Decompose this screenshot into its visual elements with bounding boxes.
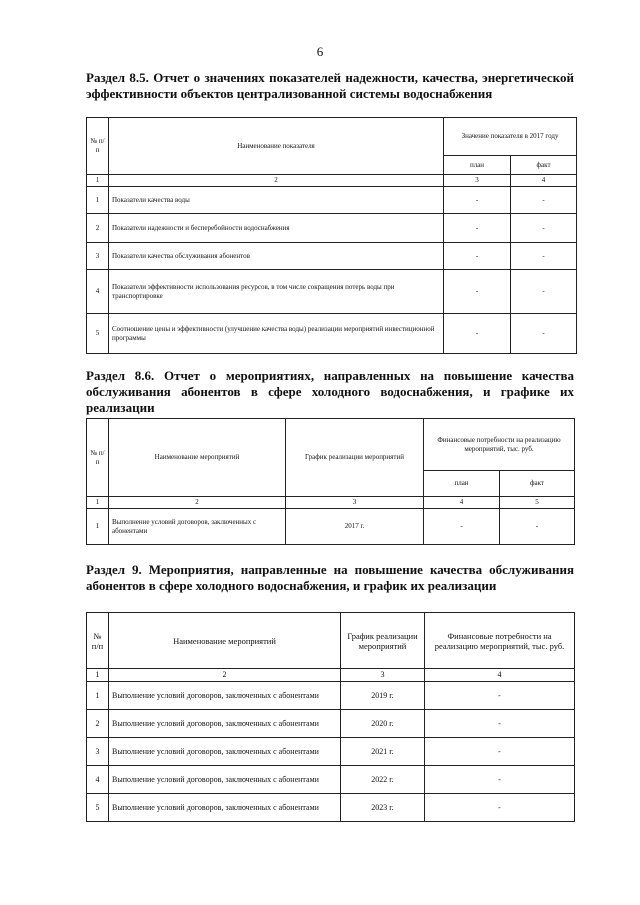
table-row	[87, 214, 577, 243]
index-row	[87, 175, 577, 187]
row-number: 3	[87, 243, 109, 270]
header-measure-name: Наименование мероприятий	[109, 419, 286, 497]
financial-value: -	[425, 766, 575, 794]
schedule-value: 2021 г.	[341, 738, 425, 766]
fact-value: -	[511, 243, 577, 270]
table-row	[87, 509, 575, 545]
header-value-group: Значение показателя в 2017 году	[444, 118, 577, 156]
index-cell: 3	[286, 497, 424, 509]
plan-value: -	[444, 243, 511, 270]
row-number: 5	[87, 794, 109, 822]
measure-name: Выполнение условий договоров, заключенных с абонентами	[109, 682, 341, 710]
section-8-5-title: Раздел 8.5. Отчет о значениях показателей надежности, качества, энергетической эффективности объектов централизованной системы водоснабжения	[86, 70, 574, 101]
plan-value: -	[444, 270, 511, 314]
plan-value: -	[444, 187, 511, 214]
header-num: № п/п	[87, 419, 109, 497]
table-row	[87, 682, 575, 710]
row-number: 5	[87, 314, 109, 354]
row-number: 2	[87, 214, 109, 243]
header-num: № п/п	[87, 118, 109, 175]
header-indicator-name: Наименование показателя	[109, 118, 444, 175]
schedule-value: 2023 г.	[341, 794, 425, 822]
header-fact: факт	[500, 471, 575, 497]
table-row	[87, 270, 577, 314]
schedule-value: 2022 г.	[341, 766, 425, 794]
row-number: 1	[87, 509, 109, 545]
table-row	[87, 710, 575, 738]
schedule-value: 2019 г.	[341, 682, 425, 710]
table-row	[87, 794, 575, 822]
table-row	[87, 243, 577, 270]
header-financial-group: Финансовые потребности на реализацию мероприятий, тыс. руб.	[424, 419, 575, 471]
index-cell: 2	[109, 175, 444, 187]
index-cell: 3	[444, 175, 511, 187]
section-8-6-table	[86, 418, 575, 545]
row-number: 1	[87, 187, 109, 214]
index-cell: 3	[341, 669, 425, 682]
index-cell: 2	[109, 497, 286, 509]
indicator-name: Показатели эффективности использования ресурсов, в том числе сокращения потерь воды при транспортировке	[109, 270, 444, 314]
plan-value: -	[444, 314, 511, 354]
index-row	[87, 669, 575, 682]
row-number: 2	[87, 710, 109, 738]
table-row	[87, 766, 575, 794]
fact-value: -	[511, 270, 577, 314]
measure-name: Выполнение условий договоров, заключенных с абонентами	[109, 738, 341, 766]
schedule-value: 2020 г.	[341, 710, 425, 738]
measure-name: Выполнение условий договоров, заключенных с абонентами	[109, 794, 341, 822]
indicator-name: Показатели качества обслуживания абонентов	[109, 243, 444, 270]
header-schedule: График реализации мероприятий	[286, 419, 424, 497]
header-plan: план	[444, 156, 511, 175]
schedule-value: 2017 г.	[286, 509, 424, 545]
row-number: 4	[87, 766, 109, 794]
header-schedule: График реализации мероприятий	[341, 613, 425, 669]
table-row	[87, 314, 577, 354]
fact-value: -	[511, 187, 577, 214]
index-cell: 1	[87, 669, 109, 682]
plan-value: -	[444, 214, 511, 243]
financial-value: -	[425, 710, 575, 738]
row-number: 4	[87, 270, 109, 314]
index-cell: 5	[500, 497, 575, 509]
index-cell: 2	[109, 669, 341, 682]
measure-name: Выполнение условий договоров, заключенных с абонентами	[109, 766, 341, 794]
header-fact: факт	[511, 156, 577, 175]
table-row	[87, 738, 575, 766]
indicator-name: Показатели надежности и бесперебойности водоснабжения	[109, 214, 444, 243]
index-row	[87, 497, 575, 509]
section-9-title: Раздел 9. Мероприятия, направленные на повышение качества обслуживания абонентов в сфере холодного водоснабжения, и график их реализации	[86, 562, 574, 593]
header-num: № п/п	[87, 613, 109, 669]
financial-value: -	[425, 738, 575, 766]
fact-value: -	[500, 509, 575, 545]
index-cell: 4	[424, 497, 500, 509]
index-cell: 4	[425, 669, 575, 682]
index-cell: 4	[511, 175, 577, 187]
section-8-5-table	[86, 117, 577, 354]
measure-name: Выполнение условий договоров, заключенных с абонентами	[109, 509, 286, 545]
page-number: 6	[316, 44, 324, 59]
header-measure-name: Наименование мероприятий	[109, 613, 341, 669]
financial-value: -	[425, 794, 575, 822]
fact-value: -	[511, 214, 577, 243]
header-plan: план	[424, 471, 500, 497]
row-number: 3	[87, 738, 109, 766]
section-8-6-title: Раздел 8.6. Отчет о мероприятиях, направленных на повышение качества обслуживания абонентов в сфере холодного водоснабжения, и графике их реализации	[86, 368, 574, 415]
row-number: 1	[87, 682, 109, 710]
indicator-name: Показатели качества воды	[109, 187, 444, 214]
financial-value: -	[425, 682, 575, 710]
indicator-name: Соотношение цены и эффективности (улучшение качества воды) реализации мероприятий инвестиционной программы	[109, 314, 444, 354]
index-cell: 1	[87, 497, 109, 509]
index-cell: 1	[87, 175, 109, 187]
section-9-table	[86, 612, 575, 822]
header-financial: Финансовые потребности на реализацию мероприятий, тыс. руб.	[425, 613, 575, 669]
fact-value: -	[511, 314, 577, 354]
plan-value: -	[424, 509, 500, 545]
measure-name: Выполнение условий договоров, заключенных с абонентами	[109, 710, 341, 738]
table-row	[87, 187, 577, 214]
